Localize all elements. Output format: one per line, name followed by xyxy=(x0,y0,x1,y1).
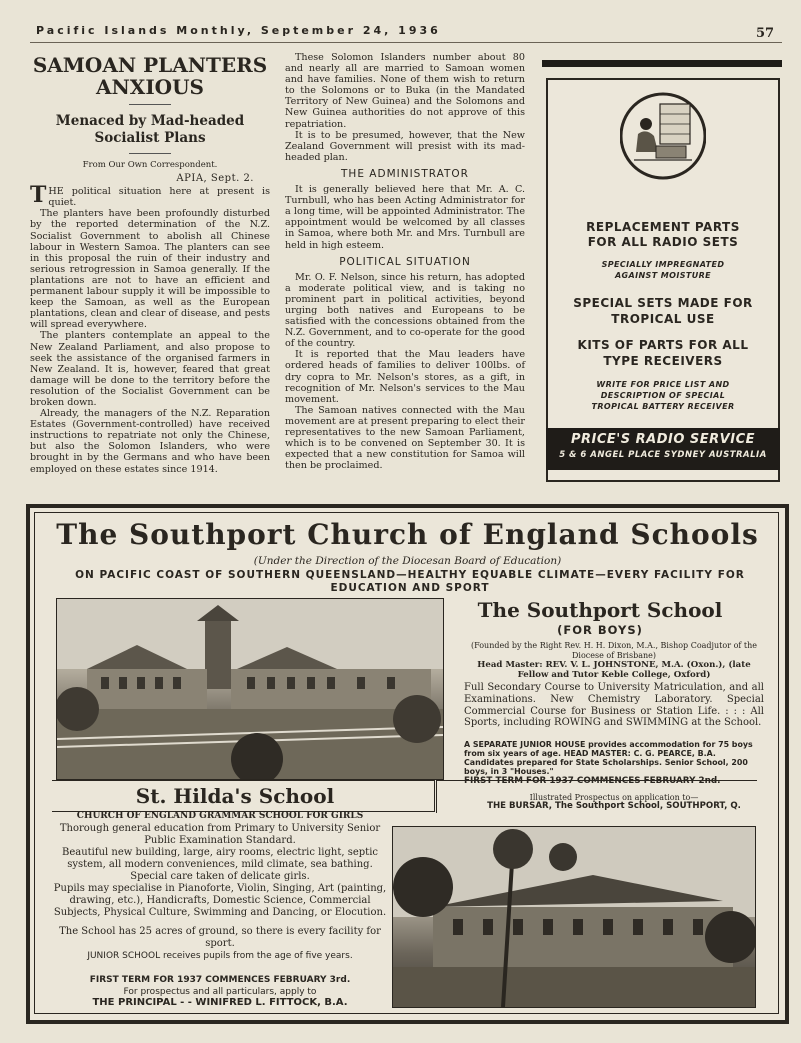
founded-note: (Founded by the Right Rev. H. H. Dixon, M.A., Bishop Coadjutor of the Diocese of Brisbane) xyxy=(471,641,757,660)
paragraph xyxy=(30,182,270,209)
header-rule xyxy=(30,42,782,43)
paragraph: It is generally believed here that Mr. A. C. Turnbull, who has been Acting Administrator for a long time, will be appointed Administrator. The appointment would be welcomed by all classes in Samoa, where both Mr. and Mrs. Turnbull are held in high esteem. xyxy=(285,184,525,251)
ad-title: The Southport Church of England Schools xyxy=(56,518,759,551)
st-hildas-name: St. Hilda's School xyxy=(135,784,335,808)
advertiser-address: 5 & 6 ANGEL PLACE SYDNEY AUSTRALIA xyxy=(559,450,767,460)
southport-term: FIRST TERM FOR 1937 COMMENCES FEBRUARY 2nd. xyxy=(464,776,721,786)
hilda-building-image xyxy=(393,827,755,1007)
running-title: Pacific Islands Monthly, September 24, 1936 xyxy=(36,24,441,37)
hilda-subtitle: CHURCH OF ENGLAND GRAMMAR SCHOOL FOR GIRLS xyxy=(76,811,364,821)
ad-line: TROPICAL BATTERY RECEIVER xyxy=(591,402,735,411)
article-column-2 xyxy=(285,52,525,471)
ad-line: DESCRIPTION OF SPECIAL xyxy=(600,391,726,400)
hilda-paragraph: The School has 25 acres of ground, so there is every facility for sport. xyxy=(59,926,381,949)
dateline: APIA, Sept. 2. xyxy=(176,173,254,185)
hilda-prospectus: For prospectus and all particulars, apply to xyxy=(123,987,317,997)
school-advertisement xyxy=(26,504,789,1024)
ad-line: SPECIALLY IMPREGNATED xyxy=(601,260,725,269)
ad-top-bar xyxy=(542,60,782,67)
paragraph: The Samoan natives connected with the Mau movement are at present preparing to elect their representatives to the new Samoan Parliament, which is to be convened on September 30. It is expected that a new constitution for Samoa will then be proclaimed. xyxy=(285,404,525,472)
paragraph: Mr. O. F. Nelson, since his return, has adopted a moderate political view, and is taking no prominent part in political activities, beyond urging both natives and Europeans to be satisfied with the concessions obtained from the N.Z. Government, and to co-operate for the good of the country. xyxy=(285,271,525,350)
paragraph: It is to be presumed, however, that the New Zealand Government will presist with its mad-headed plan. xyxy=(285,129,525,163)
page-number: 57 xyxy=(756,26,775,41)
ad-panel xyxy=(546,78,780,482)
ad-line: AGAINST MOISTURE xyxy=(614,271,712,280)
southport-school-name: The Southport School xyxy=(477,598,723,622)
junior-house: A SEPARATE JUNIOR HOUSE provides accommodation for 75 boys from six years of age. HEAD MASTER: C. G. PEARCE, B.A. Candidates prepared for State Scholarships. Senior School, 200 boys, in 3 "Houses." xyxy=(464,740,753,776)
article-column-1 xyxy=(30,52,270,475)
southport-school-photo xyxy=(56,598,444,780)
st-hildas-photo xyxy=(392,826,756,1008)
prospectus-note: Illustrated Prospectus on application to— xyxy=(529,793,699,802)
paragraph: These Solomon Islanders number about 80 and nearly all are married to Samoan women and have families. None of them wish to return to the Solomons or to Buka (in the Mandated Territory of New Guinea) and the Solomons and New Guinea authorities do not approve of this repatriation. xyxy=(285,52,525,130)
ad-footer xyxy=(546,428,780,470)
ad-direction: (Under the Direction of the Diocesan Board of Education) xyxy=(253,555,562,567)
drop-cap: T xyxy=(30,182,47,209)
school-building-image xyxy=(57,599,443,779)
paragraph: The planters have been profoundly disturbed by the reported determination of the N.Z. Socialist Government to abolish all Chinese labour in Western Samoa. The planters can see in this proposal the ruin of their industry and serious retrogression in Samoa generally. If the plantations are not to have an efficient and permanent labour supply it will be impossible to keep the Samoan, as well as the European plantations, clean and clear of disease, and pests will spread everywhere. xyxy=(30,208,270,331)
advertiser-name: PRICE'S RADIO SERVICE xyxy=(570,432,755,447)
head-master: Head Master: REV. V. L. JOHNSTONE, M.A. (Oxon.), (late Fellow and Tutor Keble College, Oxford) xyxy=(477,660,751,680)
divider xyxy=(129,104,171,105)
ad-line: TYPE RECEIVERS xyxy=(603,354,723,368)
hilda-junior: JUNIOR SCHOOL receives pupils from the age of five years. xyxy=(87,951,353,961)
hilda-term: FIRST TERM FOR 1937 COMMENCES FEBRUARY 3rd. xyxy=(89,975,351,985)
hilda-principal: THE PRINCIPAL - - WINIFRED L. FITTOCK, B.A. xyxy=(92,997,348,1008)
southport-school-for-boys: (FOR BOYS) xyxy=(557,623,643,637)
divider xyxy=(129,153,171,154)
headline: SAMOAN PLANTERS ANXIOUS xyxy=(32,53,268,99)
radio-advertisement xyxy=(542,56,782,498)
byline: From Our Own Correspondent. xyxy=(82,160,218,170)
ad-line: REPLACEMENT PARTS xyxy=(586,220,740,234)
ad-line: KITS OF PARTS FOR ALL xyxy=(577,338,749,352)
ad-line: WRITE FOR PRICE LIST AND xyxy=(596,380,730,389)
radio-technician-illustration xyxy=(620,90,706,182)
hilda-paragraph: Thorough general education from Primary to University Senior Public Examination Standard. xyxy=(59,823,381,846)
section-heading: THE ADMINISTRATOR xyxy=(341,167,469,180)
hilda-paragraph: Pupils may specialise in Pianoforte, Violin, Singing, Art (painting, drawing, etc.), Handicrafts, Domestic Science, Commercial Subjects, Physical Culture, Swimming and Dancing, or Elocution. xyxy=(53,883,387,918)
ad-line: FOR ALL RADIO SETS xyxy=(587,235,739,249)
section-heading: POLITICAL SITUATION xyxy=(339,255,471,268)
ad-line: SPECIAL SETS MADE FOR xyxy=(573,296,753,310)
paragraph: It is reported that the Mau leaders have ordered heads of families to deliver 100lbs. of dry copra to Mr. Nelson's stores, as a gift, in recognition of Mr. Nelson's services to the Mau movement. xyxy=(285,349,525,405)
bursar-address: THE BURSAR, The Southport School, SOUTHPORT, Q. xyxy=(487,801,741,811)
hilda-paragraph: Beautiful new building, large, airy rooms, electric light, septic system, all modern conveniences, mild climate, sea bathing. Special care taken of delicate girls. xyxy=(61,847,378,882)
ad-line: TROPICAL USE xyxy=(611,312,715,326)
course-description: Full Secondary Course to University Matriculation, and all Examinations. New Chemistry Laboratory. Special Commercial Course for Business or Station Life. : : : All Sports, including ROWING and SWIMMING at the School. xyxy=(464,682,764,729)
paragraph: Already, the managers of the N.Z. Reparation Estates (Government-controlled) have received instructions to repatriate not only the Chinese, but also the Solomon Islanders, who were brought in by the Germans and who have been employed on these estates since 1914. xyxy=(30,408,270,475)
ad-location-line: ON PACIFIC COAST OF SOUTHERN QUEENSLAND—HEALTHY EQUABLE CLIMATE—EVERY FACILITY FOR EDUCATION AND SPORT xyxy=(75,569,745,594)
subheadline: Menaced by Mad-headed Socialist Plans xyxy=(55,113,245,146)
paragraph-text: HE political situation here at present is quiet. xyxy=(48,186,270,209)
paragraph: The planters contemplate an appeal to the New Zealand Parliament, and also propose to seek the assistance of the organised farmers in New Zealand. It is, however, feared that great damage will be done to the territory before the resolution of the Socialist Government can be broken down. xyxy=(30,330,270,408)
